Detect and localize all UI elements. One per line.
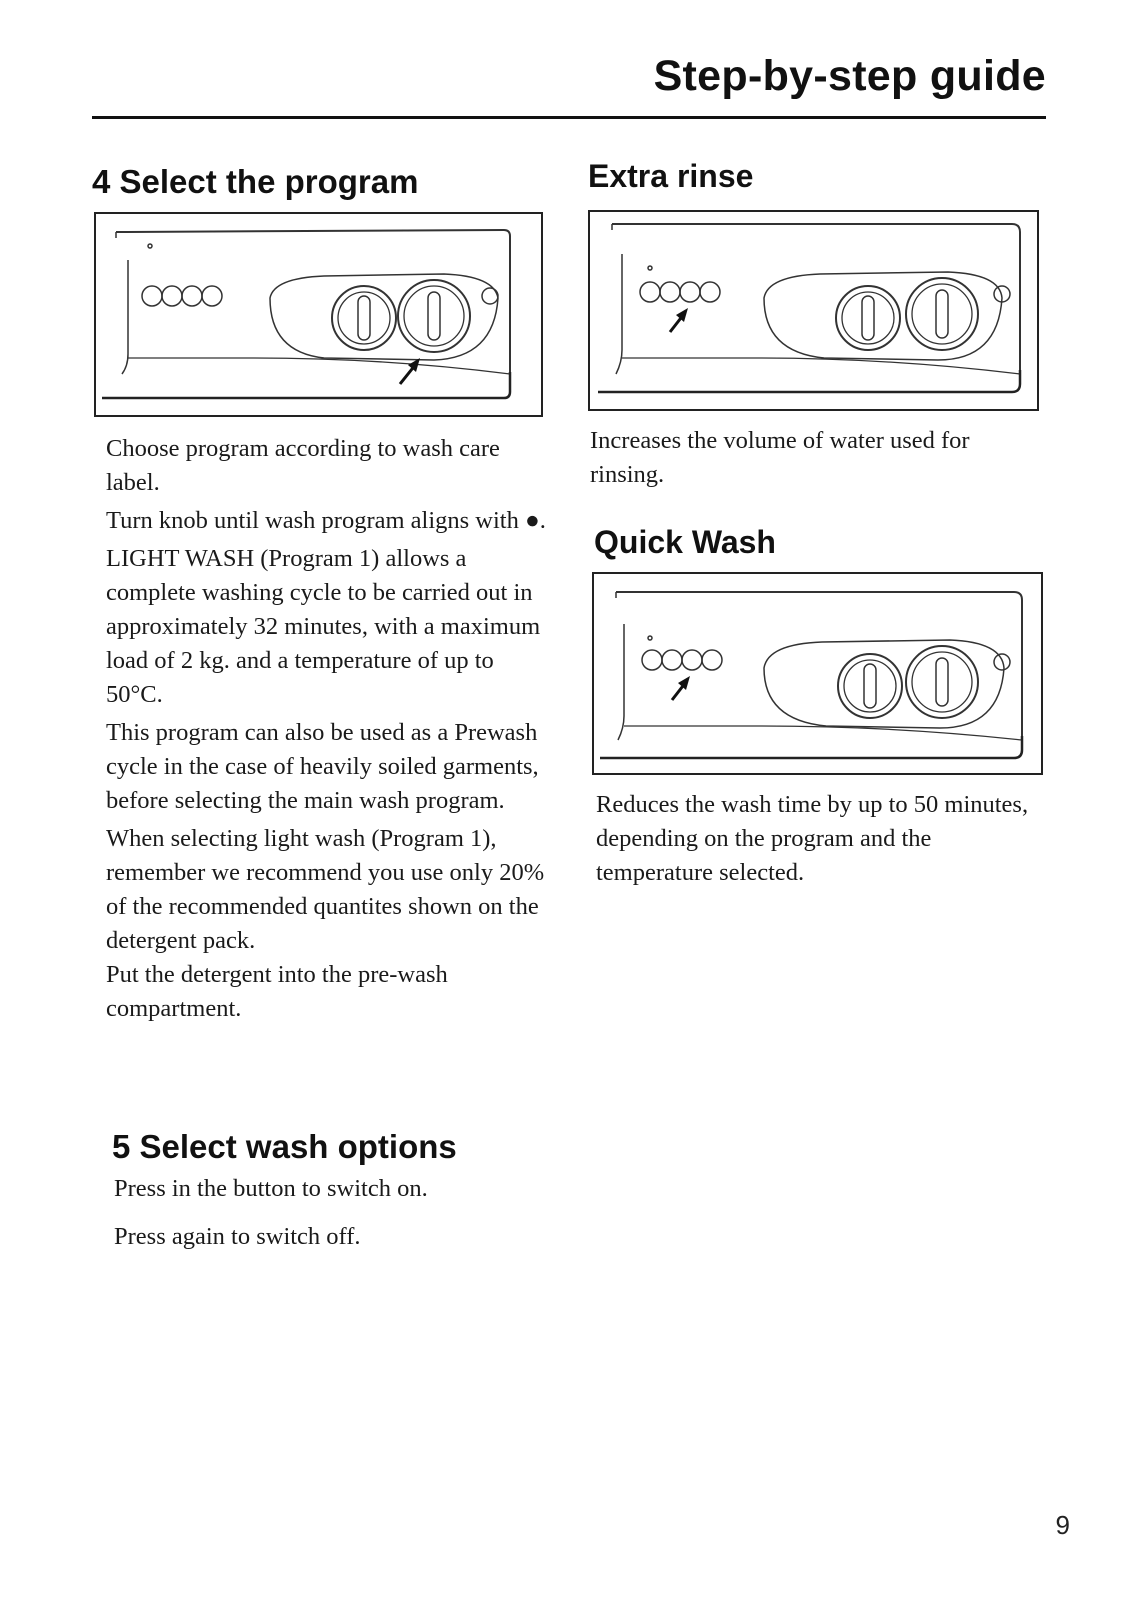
paragraph: This program can also be used as a Prewash cycle in the case of heavily soiled garments, before selecting the main wash program. [106,719,539,814]
program-knob-icon [906,646,978,718]
indicator-lights [640,266,720,302]
control-panel-illustration-program [94,212,544,418]
page-number: 9 [1055,1510,1070,1540]
section-4-body [106,432,556,1030]
arrow-icon [670,308,688,332]
quick-wash-heading: Quick Wash [594,524,776,560]
paragraph: Press in the button to switch on. [114,1175,428,1202]
arrow-icon [672,676,690,700]
temperature-knob-icon [836,286,900,350]
indicator-lights [142,244,222,306]
program-knob-icon [906,278,978,350]
page-title: Step-by-step guide [653,52,1046,100]
section-4-heading: 4 Select the program [92,163,419,200]
paragraph: Press again to switch off. [114,1223,361,1250]
control-panel-illustration-extra-rinse [588,210,1040,412]
paragraph: When selecting light wash (Program 1), remember we recommend you use only 20% of the recommended quantites shown on the detergent pack. [106,825,545,954]
extra-rinse-heading: Extra rinse [588,158,754,194]
paragraph: Choose program according to wash care label. [106,435,500,496]
header-rule [92,116,1046,119]
temperature-knob-icon [332,286,396,350]
section-5-heading: 5 Select wash options [112,1128,457,1165]
section-5-body [114,1172,564,1258]
paragraph: Put the detergent into the pre-wash compartment. [106,961,448,1022]
paragraph: LIGHT WASH (Program 1) allows a complete washing cycle to be carried out in approximately 32 minutes, with a maximum load of 2 kg. and a temperature of up to 50°C. [106,545,541,708]
arrow-icon [400,358,420,384]
quick-wash-body [596,788,1046,894]
indicator-lights [642,636,722,670]
paragraph: Increases the volume of water used for rinsing. [590,427,970,488]
paragraph: Turn knob until wash program aligns with ●. [106,507,546,534]
program-knob-icon [398,280,470,352]
paragraph: Reduces the wash time by up to 50 minutes, depending on the program and the temperature selected. [596,791,1029,886]
temperature-knob-icon [838,654,902,718]
control-panel-illustration-quick-wash [592,572,1044,776]
extra-rinse-body [590,424,1040,496]
